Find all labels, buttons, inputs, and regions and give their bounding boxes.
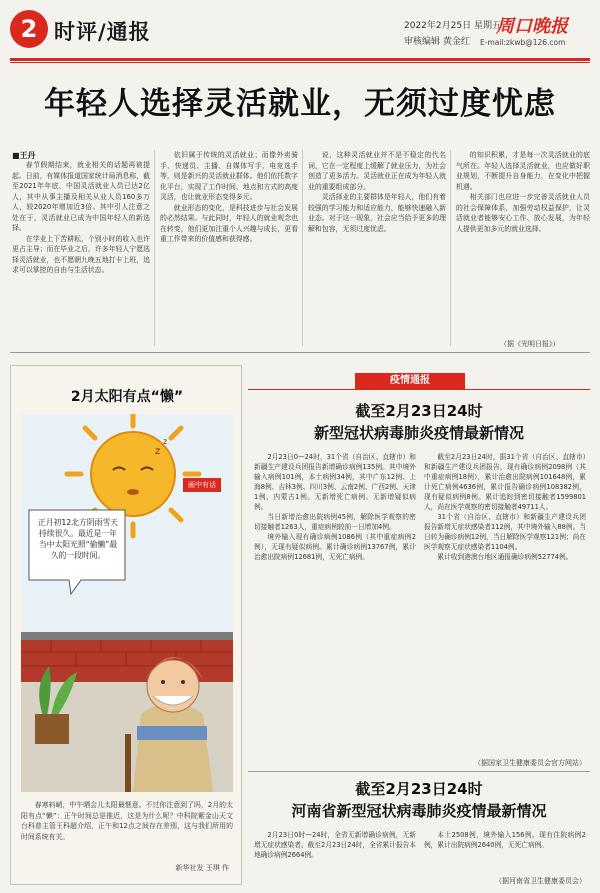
cartoon-caption: 春寒料峭，中午晒会儿太阳最惬意。不过你注意到了吗，2月的太阳有点“懒”：正午时间总是推迟，这是为什么呢？中科院紫金山天文台科普主管王科超介绍，正午和12点之间存在差别，这与我们所用的时间系统有关。 xyxy=(21,801,233,841)
section-divider xyxy=(10,352,590,353)
paragraph: 在学业上下苦耕耘，个别小时的收入也许更占主导；而在毕业之后，许多年轻人宁愿选择灵活就业，也不愿朝九晚五地打卡上班，追求可以掌控的自由与生活状态。 xyxy=(12,234,150,274)
cartoon-box xyxy=(10,365,242,885)
paragraph: 就业形态的变化，是科技进步与社会发展的必然结果。与此同时，年轻人的就业观念也在转变，他们更加注重个人兴趣与成长，更看重工作带来的价值感和获得感。 xyxy=(160,203,298,243)
henan-title-line-1: 截至2月23日24时 xyxy=(355,780,483,798)
henan-divider xyxy=(248,771,590,772)
notice-rule xyxy=(248,389,590,390)
newspaper-logo: 周口晚报 xyxy=(496,16,568,37)
article-byline: ■王丹 xyxy=(12,151,36,160)
article-source: （据《光明日报》） xyxy=(500,340,560,348)
paragraph: 相关部门也应进一步完善灵活就业人员的社会保障体系，加强劳动权益保护，让灵活就业者能够安心工作、放心发展，为年轻人提供更加多元的就业选择。 xyxy=(456,193,590,233)
henan-column-1 xyxy=(254,830,416,878)
cartoon-title: 2月太阳有点“懒” xyxy=(70,389,184,405)
paragraph: 依旧属于传统的灵活就业；而像外卖骑手、快递员、主播、自媒体写手、电竞选手等，则是新兴的灵活就业群体。他们依托数字化平台，实现了工作时间、地点和方式的高度灵活，也让就业形态变得多元。 xyxy=(160,151,298,201)
notice-source: （据国家卫生健康委员会官方网站） xyxy=(474,759,586,767)
paragraph: 截至2月23日24时，据31个省（自治区、直辖市）和新疆生产建设兵团报告，现有确诊病例2098例（其中重症病例18例），累计治愈出院病例101648例，累计死亡病例4636例，累计报告确诊病例108382例，现有疑似病例8例。累计追踪到密切接触者1599801人，尚在医学观察的密切接触者49711人。 xyxy=(424,453,586,511)
cartoon-credit: 新华社发 王琪 作 xyxy=(175,864,229,872)
cartoon-illustration xyxy=(21,414,233,792)
paragraph: 当日新增治愈出院病例45例，解除医学观察的密切接触者1263人，重症病例较前一日增加4例。 xyxy=(254,513,416,531)
editor-credit: 审核编辑 黄金红 xyxy=(404,37,470,47)
article-headline: 年轻人选择灵活就业，无须过度忧虑 xyxy=(44,86,556,122)
paragraph: 31个省（自治区、直辖市）和新疆生产建设兵团报告新增无症状感染者112例，其中境外输入88例。当日转为确诊病例12例，当日解除医学观察121例；尚在医学观察无症状感染者1104例。 xyxy=(424,513,586,551)
paragraph: 说，这种灵活就业并不是不稳定的代名词，它在一定程度上缓解了就业压力，为社会创造了更多活力。灵活就业正在成为年轻人就业的重要组成部分。 xyxy=(308,151,446,191)
paragraph: 的知识积累，才是每一次灵活就业的底气所在。年轻人选择灵活就业，也应做好职业规划，不断提升自身能力，在变化中把握机遇。 xyxy=(456,151,590,191)
notice-title-line-1: 截至2月23日24时 xyxy=(355,402,483,420)
cartoon-tag: 画中有话 xyxy=(183,478,221,492)
column-divider xyxy=(154,150,155,346)
henan-title-line-2: 河南省新型冠状病毒肺炎疫情最新情况 xyxy=(291,802,547,820)
paragraph: 灵活择业的主要群体是年轻人，他们有着较强的学习能力和适应能力，能够快速融入新业态。对于这一现象，社会应当给予更多的理解和包容，无须过度忧虑。 xyxy=(308,193,446,233)
article-column-2 xyxy=(160,150,298,346)
paragraph: 境外输入现有确诊病例1086例（其中重症病例2例），无现有疑似病例。累计确诊病例13767例，累计治愈出院病例12681例，无死亡病例。 xyxy=(254,533,416,561)
article-column-1 xyxy=(12,160,150,346)
article-column-4 xyxy=(456,150,590,336)
svg-text:z: z xyxy=(155,446,161,457)
henan-source: （据河南省卫生健康委员会） xyxy=(495,877,586,885)
issue-date: 2022年2月25日 星期五 xyxy=(404,21,501,31)
section-title: 时评/通报 xyxy=(54,19,151,44)
notice-tag: 疫情通报 xyxy=(355,373,465,389)
paragraph: 2月23日0—24时，31个省（自治区、直辖市）和新疆生产建设兵团报告新增确诊病例135例。其中境外输入病例101例，本土病例34例，其中广东12例、上海8例、吉林3例、四川3例、云南2例、广西2例、天津1例、内蒙古1例。无新增死亡病例。无新增疑似病例。 xyxy=(254,453,416,511)
svg-text:z: z xyxy=(163,437,168,446)
notice-column-2 xyxy=(424,452,586,762)
henan-column-2 xyxy=(424,830,586,878)
paragraph: 春节假期结束，就业相关的话题再被提起。日前，有媒体报道国家统计局消息称，截至2021年年底，中国灵活就业人员已达2亿人，其中从事主播及相关从业人员160多万人，较2020年增加近3倍。其中引人注意之处在于，灵活就业已成为中国年轻人的新选择。 xyxy=(12,161,150,232)
header-rule xyxy=(10,58,590,61)
column-divider xyxy=(450,150,451,346)
paragraph: 本土2508例，境外输入156例。现有住院病例2例，累计出院病例2640例，无死亡病例。 xyxy=(424,831,586,849)
article-column-3 xyxy=(308,150,446,346)
notice-column-1 xyxy=(254,452,416,762)
header-rule-thin xyxy=(10,62,590,63)
page-header xyxy=(10,8,590,60)
paragraph: 2月23日0时—24时，全省无新增确诊病例，无新增无症状感染者。截至2月23日24时，全省累计报告本地确诊病例2664例。 xyxy=(254,831,416,859)
speech-bubble-text: 正月初12北方阴雨雪天持续很久。最近是一年当中太阳光照“偷懒”最久的一段时间。 xyxy=(37,518,119,560)
contact-email: E-mail:zkwb@126.com xyxy=(480,38,566,47)
notice-title-line-2: 新型冠状病毒肺炎疫情最新情况 xyxy=(313,424,524,442)
column-divider xyxy=(302,150,303,346)
page-number-badge: 2 xyxy=(10,10,48,48)
paragraph: 累计收到港澳台地区通报确诊病例52774例。 xyxy=(437,553,573,561)
